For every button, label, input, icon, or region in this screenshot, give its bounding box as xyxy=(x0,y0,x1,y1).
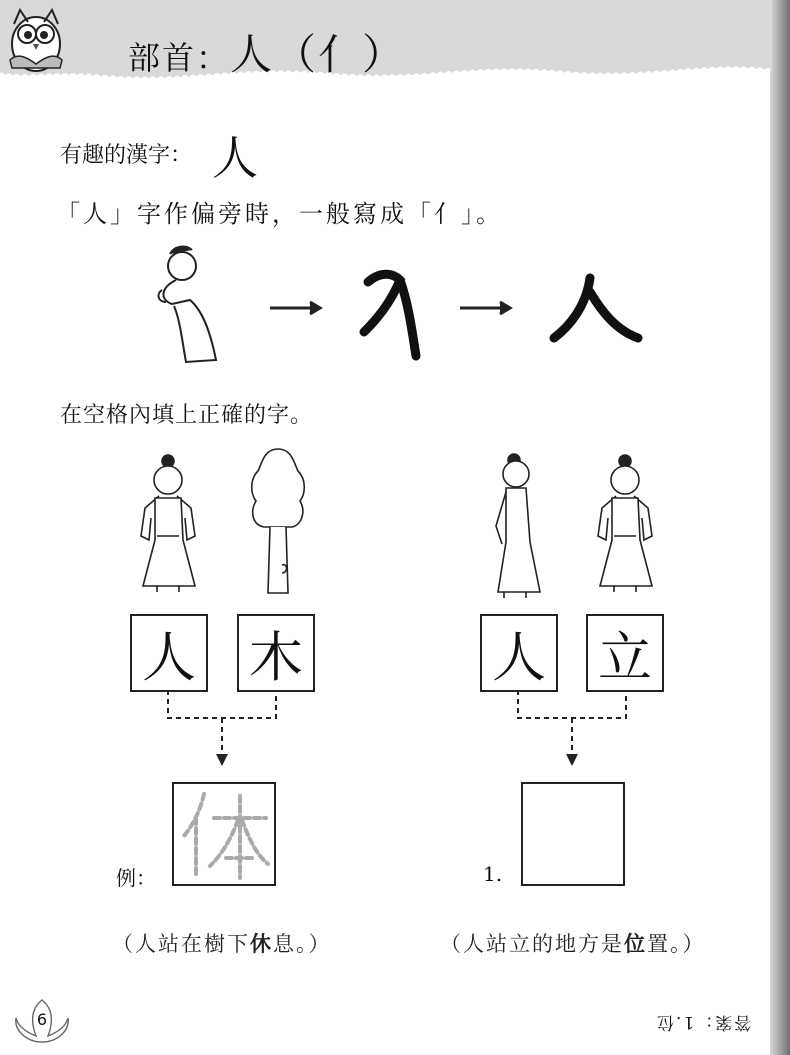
page-header xyxy=(0,0,772,100)
page-title xyxy=(128,22,406,82)
exercise-caption xyxy=(440,928,706,958)
radical-note: 「人」字作偏旁時，一般寫成「亻」。 xyxy=(56,200,503,228)
section-subtitle-char: 人 xyxy=(212,131,258,185)
arrow-icon xyxy=(270,302,320,314)
caption-text: （人站立的地方是 xyxy=(440,932,624,956)
question-number: 1. xyxy=(483,862,503,886)
standing-person-illustration xyxy=(592,452,658,592)
instruction-text: 在空格內填上正確的字。 xyxy=(60,403,314,428)
arrow-icon xyxy=(460,302,510,314)
page-number: 6 xyxy=(36,1010,48,1029)
title-radical: 人（亻） xyxy=(230,30,407,79)
example-caption xyxy=(112,928,332,958)
title-prefix: 部首： xyxy=(128,39,231,77)
example-label: 例： xyxy=(116,866,156,890)
caption-text: 息。） xyxy=(273,932,332,956)
caption-highlight: 休 xyxy=(250,931,273,956)
component-char-box: 木 xyxy=(237,614,315,692)
answer-input-box[interactable] xyxy=(521,782,625,886)
ancient-ren-glyph xyxy=(364,274,416,356)
example-answer-box xyxy=(172,782,276,886)
standing-person-illustration xyxy=(135,452,201,592)
component-char-box: 人 xyxy=(480,614,558,692)
dashed-connector xyxy=(160,690,290,776)
modern-ren-glyph xyxy=(554,278,638,338)
character-evolution-diagram xyxy=(150,240,650,365)
caption-highlight: 位 xyxy=(624,931,647,956)
component-char-box: 人 xyxy=(130,614,208,692)
traced-xiu-char xyxy=(174,784,274,884)
side-standing-person-illustration xyxy=(486,452,548,598)
caption-text: （人站在樹下 xyxy=(112,932,250,956)
owl-mascot-icon xyxy=(0,0,72,75)
component-char-box: 立 xyxy=(586,614,664,692)
page-edge xyxy=(770,0,790,1055)
answer-key: 答案：1.位 xyxy=(655,1012,752,1032)
dashed-connector xyxy=(510,690,640,776)
caption-text: 置。） xyxy=(647,932,706,956)
tree-illustration xyxy=(248,445,308,595)
person-bowing-illustration xyxy=(159,247,216,362)
section-subtitle: 有趣的漢字： xyxy=(60,143,193,168)
page-number-badge xyxy=(14,996,70,1046)
